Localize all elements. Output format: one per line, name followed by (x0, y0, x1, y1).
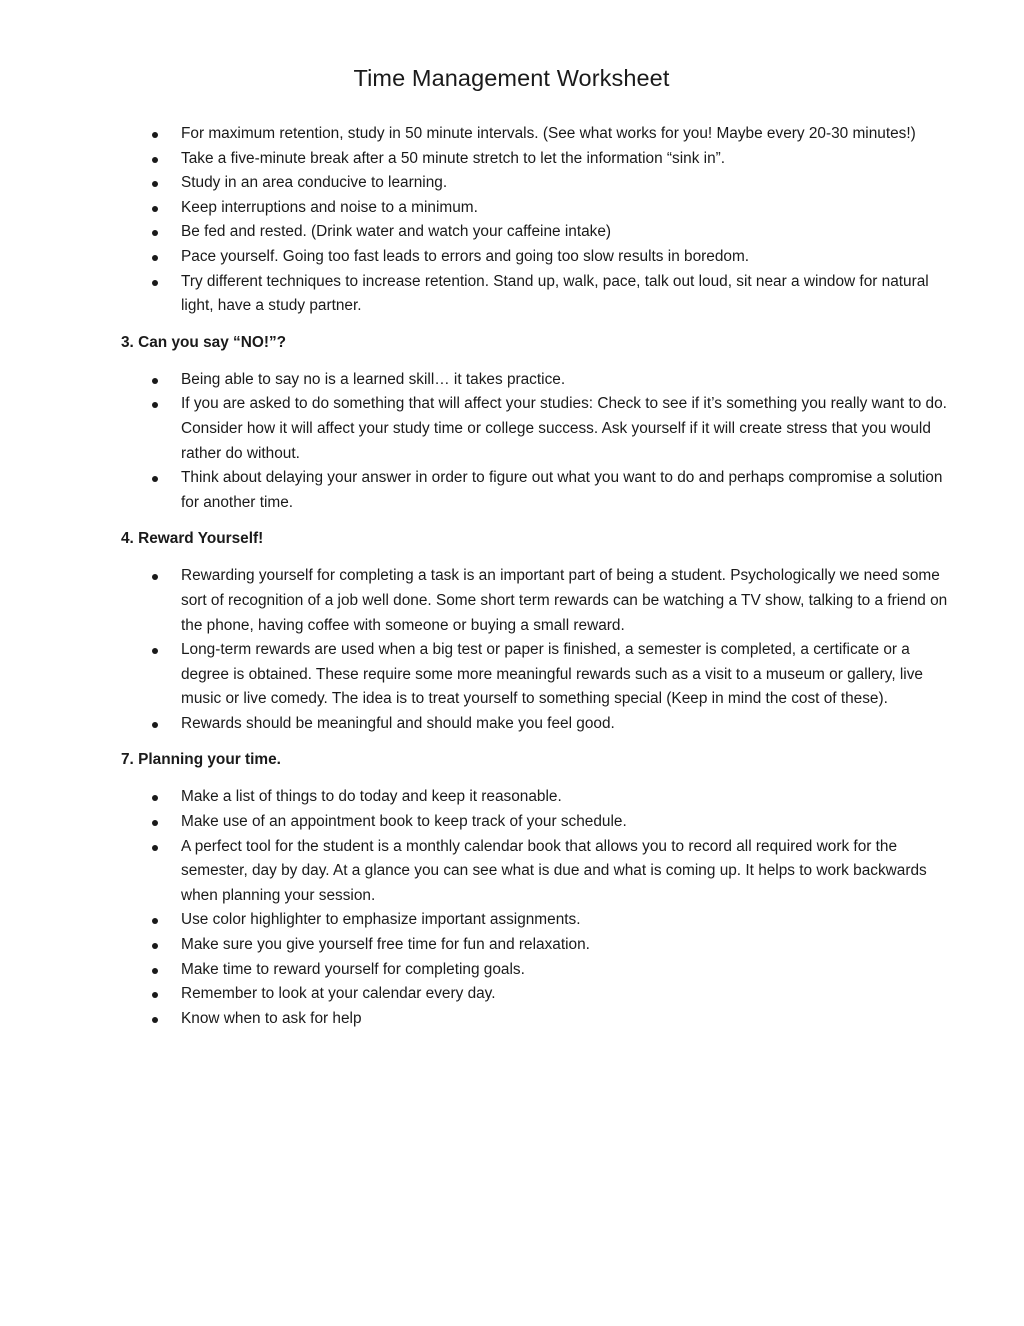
say-no-bullet-list (121, 368, 952, 516)
list-item-text: Take a five-minute break after a 50 minute stretch to let the information “sink in”. (181, 149, 726, 167)
section-heading-reward: 4. Reward Yourself! (121, 530, 264, 548)
intro-bullet-list (121, 122, 952, 319)
bullet-icon (152, 795, 158, 801)
list-item-text: Make sure you give yourself free time for fun and relaxation. (181, 936, 590, 954)
list-item (121, 270, 952, 319)
list-item-text: Be fed and rested. (Drink water and watch your caffeine intake) (181, 223, 612, 241)
bullet-icon (152, 722, 158, 728)
bullet-icon (152, 181, 158, 187)
list-item (121, 908, 952, 933)
list-item (121, 245, 952, 270)
page-title: Time Management Worksheet (353, 65, 670, 91)
bullet-icon (152, 845, 158, 851)
list-item-text: Make a list of things to do today and keep it reasonable. (181, 788, 562, 806)
list-item-text: Make use of an appointment book to keep track of your schedule. (181, 813, 627, 831)
bullet-icon (152, 820, 158, 826)
bullet-icon (152, 476, 158, 482)
section-heading-say-no: 3. Can you say “NO!”? (121, 333, 287, 351)
list-item-text: If you are asked to do something that will affect your studies: Check to see if it’s something you really want to do. Consider how it will affect your study time or college success. Ask yourself if it will create stress that you would rather do without. (181, 395, 947, 462)
list-item (121, 368, 952, 393)
list-item (121, 1007, 952, 1032)
list-item-text: Remember to look at your calendar every day. (181, 985, 496, 1003)
reward-bullet-list (121, 564, 952, 736)
list-item (121, 638, 952, 712)
bullet-icon (152, 648, 158, 654)
bullet-icon (152, 157, 158, 163)
list-item-text: Pace yourself. Going too fast leads to errors and going too slow results in boredom. (181, 247, 750, 265)
bullet-icon (152, 132, 158, 138)
list-item (121, 147, 952, 172)
list-item-text: Long-term rewards are used when a big test or paper is finished, a semester is completed, a certificate or a degree is obtained. These require some more meaningful rewards such as a visit to a museum or gallery, live music or live comedy. The idea is to treat yourself to something special (Keep in mind the cost of these). (181, 641, 923, 708)
list-item-text: Rewarding yourself for completing a task is an important part of being a student. Psychologically we need some sort of recognition of a job well done. Some short term rewards can be watching a TV show, talking to a friend on the phone, having coffee with someone or buying a small reward. (181, 567, 948, 634)
list-item-text: Make time to reward yourself for completing goals. (181, 960, 525, 978)
list-item (121, 712, 952, 737)
list-item-text: For maximum retention, study in 50 minute intervals. (See what works for you! Maybe every 20-30 minutes!) (181, 125, 916, 142)
list-item (121, 466, 952, 515)
list-item (121, 835, 952, 909)
list-item (121, 982, 952, 1007)
bullet-icon (152, 230, 158, 236)
bullet-icon (152, 992, 158, 998)
list-item (121, 220, 952, 245)
bullet-icon (152, 206, 158, 212)
planning-bullet-list (121, 785, 952, 1031)
bullet-icon (152, 255, 158, 261)
list-item-text: Think about delaying your answer in order to figure out what you want to do and perhaps compromise a solution for another time. (181, 469, 943, 511)
bullet-icon (152, 574, 158, 580)
bullet-icon (152, 943, 158, 949)
bullet-icon (152, 968, 158, 974)
list-item-text: Being able to say no is a learned skill… it takes practice. (181, 370, 566, 388)
bullet-icon (152, 918, 158, 924)
list-item-text: Try different techniques to increase retention. Stand up, walk, pace, talk out loud, sit near a window for natural light, have a study partner. (181, 272, 929, 315)
list-item-text: Study in an area conducive to learning. (181, 174, 448, 192)
list-item-text: Rewards should be meaningful and should make you feel good. (181, 714, 615, 732)
list-item (121, 958, 952, 983)
list-item (121, 785, 952, 810)
list-item (121, 122, 952, 147)
list-item (121, 171, 952, 196)
bullet-icon (152, 280, 158, 286)
list-item (121, 564, 952, 638)
list-item (121, 810, 952, 835)
bullet-icon (152, 378, 158, 384)
bullet-icon (152, 402, 158, 408)
section-heading-planning: 7. Planning your time. (121, 751, 281, 769)
list-item (121, 933, 952, 958)
list-item-text: A perfect tool for the student is a monthly calendar book that allows you to record all required work for the semester, day by day. At a glance you can see what is due and what is coming up. It helps to work backwards when planning your session. (181, 837, 927, 904)
list-item (121, 196, 952, 221)
list-item (121, 392, 952, 466)
list-item-text: Use color highlighter to emphasize important assignments. (181, 911, 581, 929)
list-item-text: Know when to ask for help (181, 1009, 362, 1027)
bullet-icon (152, 1017, 158, 1023)
list-item-text: Keep interruptions and noise to a minimum. (181, 198, 478, 216)
